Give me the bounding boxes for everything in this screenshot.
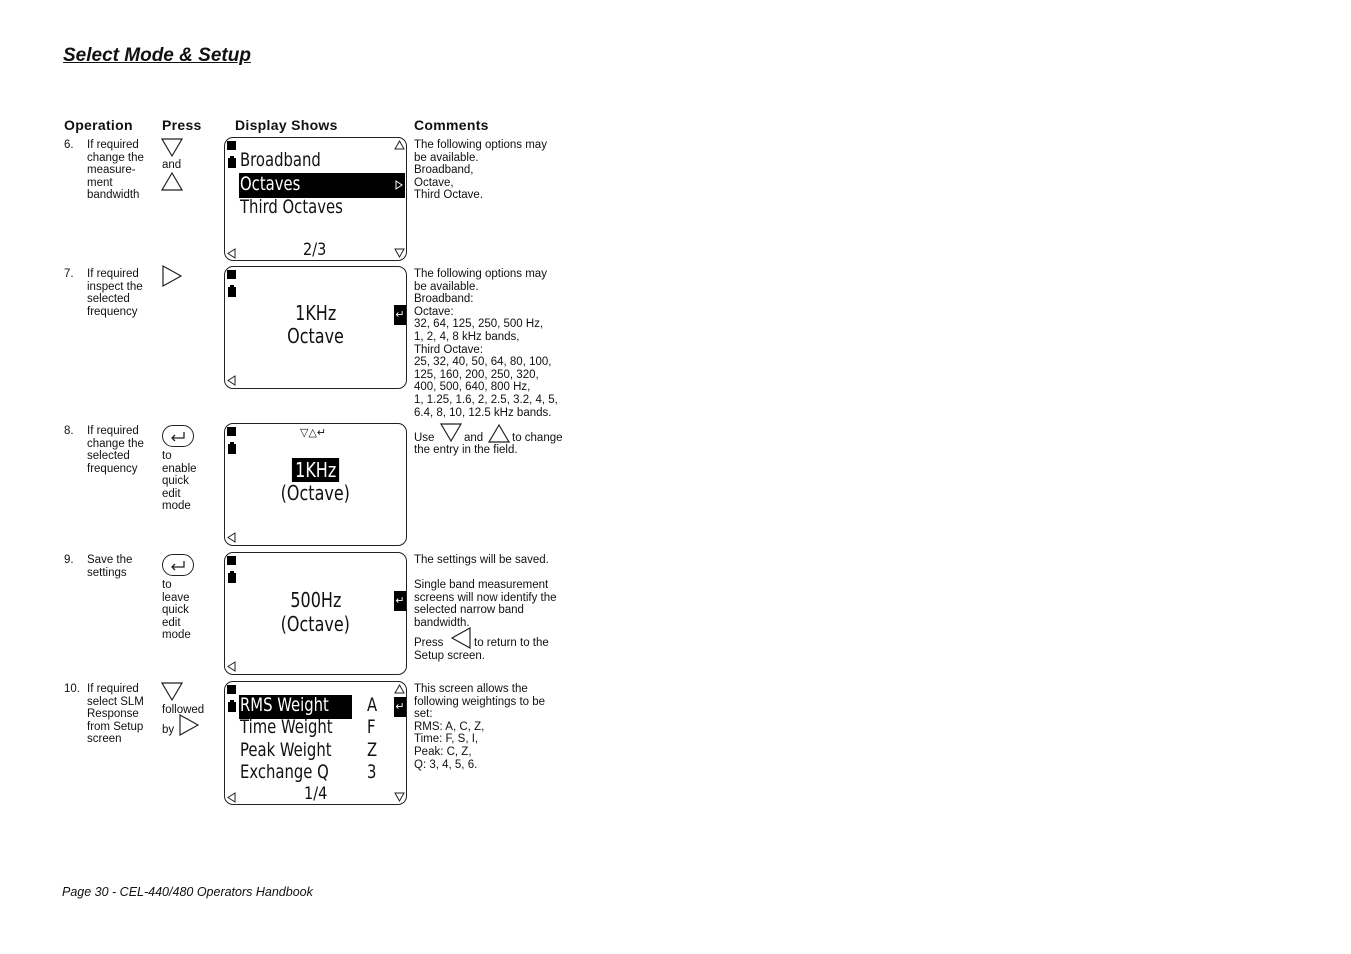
step-number: 10. [64,683,80,695]
status-square [227,556,236,565]
step-comments: The following options may be available. Broadband, Octave, Third Octave. [414,139,547,202]
page-footer: Page 30 - CEL-440/480 Operators Handbook [62,885,313,899]
frequency-value-editing: 1KHz [225,458,406,482]
enter-button-icon [162,425,194,447]
left-arrow-icon [227,661,236,672]
step-comments: The settings will be saved. [414,554,549,566]
down-arrow-icon [161,682,183,702]
display-screen [224,137,407,261]
frequency-value: 500Hz [290,588,341,612]
display-screen [224,266,407,389]
down-arrow-icon [440,423,462,443]
enter-icon: ↵ [394,591,406,611]
battery-icon [228,444,236,454]
status-square [227,141,236,150]
bandwidth-value: Octave [287,324,344,348]
setting-value: 3 [367,761,377,783]
battery-icon [228,702,236,712]
right-arrow-icon [395,180,403,190]
press-by: by [162,724,175,736]
status-square [227,270,236,279]
battery-icon [228,158,236,168]
comment-line: Setup screen. [414,650,485,662]
press-and-text: and [162,159,182,171]
display-screen [224,552,407,675]
step-operation: Save the settings [87,554,133,579]
setting-value: F [367,716,376,738]
battery-icon [228,287,236,297]
header-comments: Comments [414,117,489,133]
battery-icon [228,573,236,583]
step-operation: If required inspect the selected frequency [87,268,143,318]
right-arrow-icon [179,714,199,736]
up-arrow-icon [488,423,510,443]
down-arrow-icon [394,792,405,802]
left-arrow-icon [451,627,471,649]
up-arrow-icon [394,140,405,150]
page-indicator: 2/3 [303,240,327,260]
header-operation: Operation [64,117,133,133]
down-arrow-icon [394,248,405,258]
step-number: 7. [64,268,74,280]
left-arrow-icon [227,532,236,543]
setting-label: Time Weight [240,716,333,738]
status-square [227,427,236,436]
setting-value: Z [367,739,378,761]
frequency-value: 1KHz [294,301,337,325]
press-description: to leave quick edit mode [162,579,191,642]
bandwidth-value: (Octave) [280,612,351,636]
setting-label: Exchange Q [240,761,329,783]
press-description: to enable quick edit mode [162,450,197,513]
step-operation: If required change the selected frequency [87,425,144,475]
step-number: 8. [64,425,74,437]
step-number: 9. [64,554,74,566]
step-number: 6. [64,139,74,151]
setting-row-selected: RMS Weight [239,695,352,719]
comment-to-return: to return to the [474,637,549,649]
up-arrow-icon [394,684,405,694]
step-operation: If required change the measure- ment bandwidth [87,139,144,202]
display-screen [224,423,407,546]
left-arrow-icon [227,375,236,386]
right-arrow-icon [162,265,182,287]
setting-label: Peak Weight [240,739,332,761]
display-screen [224,681,407,805]
edit-arrows-icon: ▽△↵ [300,427,327,439]
header-press: Press [162,117,202,133]
enter-icon: ↵ [394,697,406,717]
step-comments: This screen allows the following weightings to be set: RMS: A, C, Z, Time: F, S, I, Peak: C, Z, Q: 3, 4, 5, 6. [414,683,546,771]
comment-paragraph: Single band measurement screens will now identify the selected narrow band bandwidth. [414,579,557,629]
comment-press: Press [414,637,444,649]
menu-option: Third Octaves [240,196,343,218]
comment-to-change: to change [512,432,563,444]
step-comments: Use [414,432,435,444]
page-title: Select Mode & Setup [63,45,251,66]
page-indicator: 1/4 [304,784,328,804]
up-arrow-icon [161,171,183,191]
menu-option-selected: Octaves [239,173,405,198]
comment-line: the entry in the field. [414,444,518,456]
enter-icon: ↵ [394,305,406,325]
status-square [227,685,236,694]
step-operation: If required select SLM Response from Setup screen [87,683,144,746]
enter-button-icon [162,554,194,576]
step-comments: The following options may be available. Broadband: Octave: 32, 64, 125, 250, 500 Hz, 1, 2, 4, 8 kHz bands, Third Octave: 25, 32, 40, 50, 64, 80, 100, 125, 160, 200, 250, 320, 400, 500, 640, 800 Hz, 1, 1.25, 1.6, 2, 2.5, 3.2, 4, 5, 6.4, 8, 10, 12.5 kHz bands. [414,268,558,419]
setting-value: A [367,694,378,716]
header-display: Display Shows [235,117,338,133]
bandwidth-value: (Octave) [280,481,351,505]
left-arrow-icon [227,792,236,803]
down-arrow-icon [161,138,183,158]
menu-option: Broadband [240,149,321,171]
left-arrow-icon [227,248,236,259]
comment-and: and [464,432,484,444]
press-followed: followed [162,704,205,716]
